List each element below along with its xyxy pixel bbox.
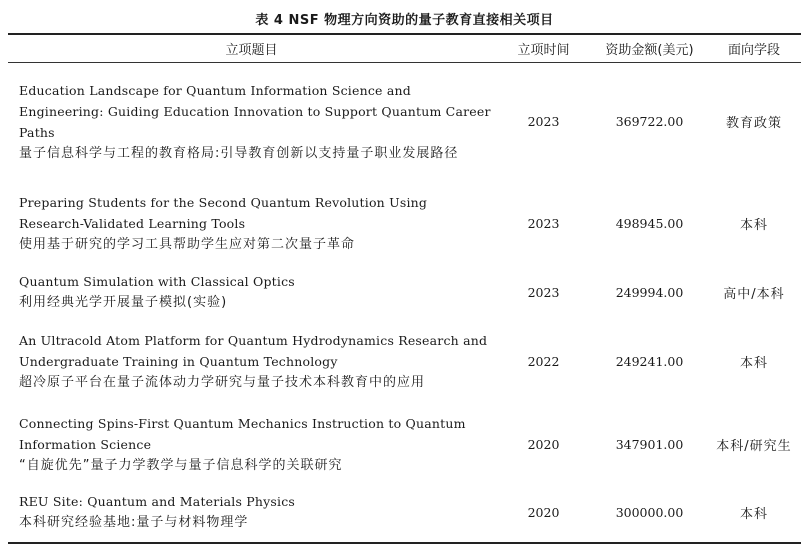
row-title-cell (8, 491, 495, 533)
year-cell: 2022 (527, 353, 560, 369)
row-title-cell (8, 330, 495, 393)
table-row (8, 406, 801, 482)
header-level: 面向学段 (727, 43, 780, 58)
projects-table (8, 33, 801, 544)
row-title-cell (8, 80, 495, 164)
title-en: REU Site: Quantum and Materials Physics (19, 494, 296, 509)
table-row (8, 178, 801, 268)
header-amount: 资助金额(美元) (605, 43, 694, 58)
amount-cell: 249994.00 (615, 284, 684, 300)
year-cell: 2023 (527, 284, 560, 300)
table-caption: 表 4 NSF 物理方向资助的量子教育直接相关项目 (255, 13, 554, 28)
table-row (8, 482, 801, 542)
title-zh: 使用基于研究的学习工具帮助学生应对第二次量子革命 (19, 236, 356, 252)
header-title: 立项题目 (225, 43, 278, 58)
title-en: Connecting Spins-First Quantum Mechanics Instruction to Quantum Information Science (19, 415, 466, 452)
row-title-cell (8, 271, 495, 313)
amount-cell: 347901.00 (615, 436, 684, 452)
title-en: Preparing Students for the Second Quantum Revolution Using Research-Validated Learning Tools (19, 194, 428, 231)
title-zh: 超冷原子平台在量子流体动力学研究与量子技术本科教育中的应用 (19, 374, 426, 390)
title-en: An Ultracold Atom Platform for Quantum Hydrodynamics Research and Undergraduate Training in Quantum Technology (19, 332, 488, 369)
table-row (8, 268, 801, 316)
amount-cell: 300000.00 (615, 504, 684, 520)
level-cell: 教育政策 (725, 116, 782, 131)
title-en: Education Landscape for Quantum Information Science and Engineering: Guiding Education Innovation to Support Quantum Career Paths (19, 82, 491, 140)
row-title-cell (8, 192, 495, 255)
amount-cell: 498945.00 (615, 215, 684, 231)
amount-cell: 369722.00 (615, 114, 684, 129)
year-cell: 2023 (527, 114, 560, 129)
title-zh: 利用经典光学开展量子模拟(实验) (19, 295, 228, 310)
title-en: Quantum Simulation with Classical Optics (19, 274, 295, 289)
table-row (8, 316, 801, 406)
level-cell: 本科 (739, 355, 768, 371)
level-cell: 本科 (739, 506, 768, 522)
amount-cell: 249241.00 (615, 353, 684, 369)
level-cell: 本科 (739, 217, 768, 233)
title-zh: 量子信息科学与工程的教育格局:引导教育创新以支持量子职业发展路径 (19, 145, 459, 161)
level-cell: 高中/本科 (723, 286, 785, 302)
year-cell: 2023 (527, 215, 560, 231)
row-title-cell (8, 413, 495, 476)
title-zh: 本科研究经验基地:量子与材料物理学 (19, 515, 249, 530)
table-row (8, 63, 801, 178)
title-zh: “自旋优先”量子力学教学与量子信息科学的关联研究 (19, 457, 343, 473)
year-cell: 2020 (527, 436, 560, 452)
table-header (8, 35, 801, 63)
level-cell: 本科/研究生 (716, 438, 792, 454)
year-cell: 2020 (527, 504, 560, 520)
header-year: 立项时间 (517, 43, 570, 58)
